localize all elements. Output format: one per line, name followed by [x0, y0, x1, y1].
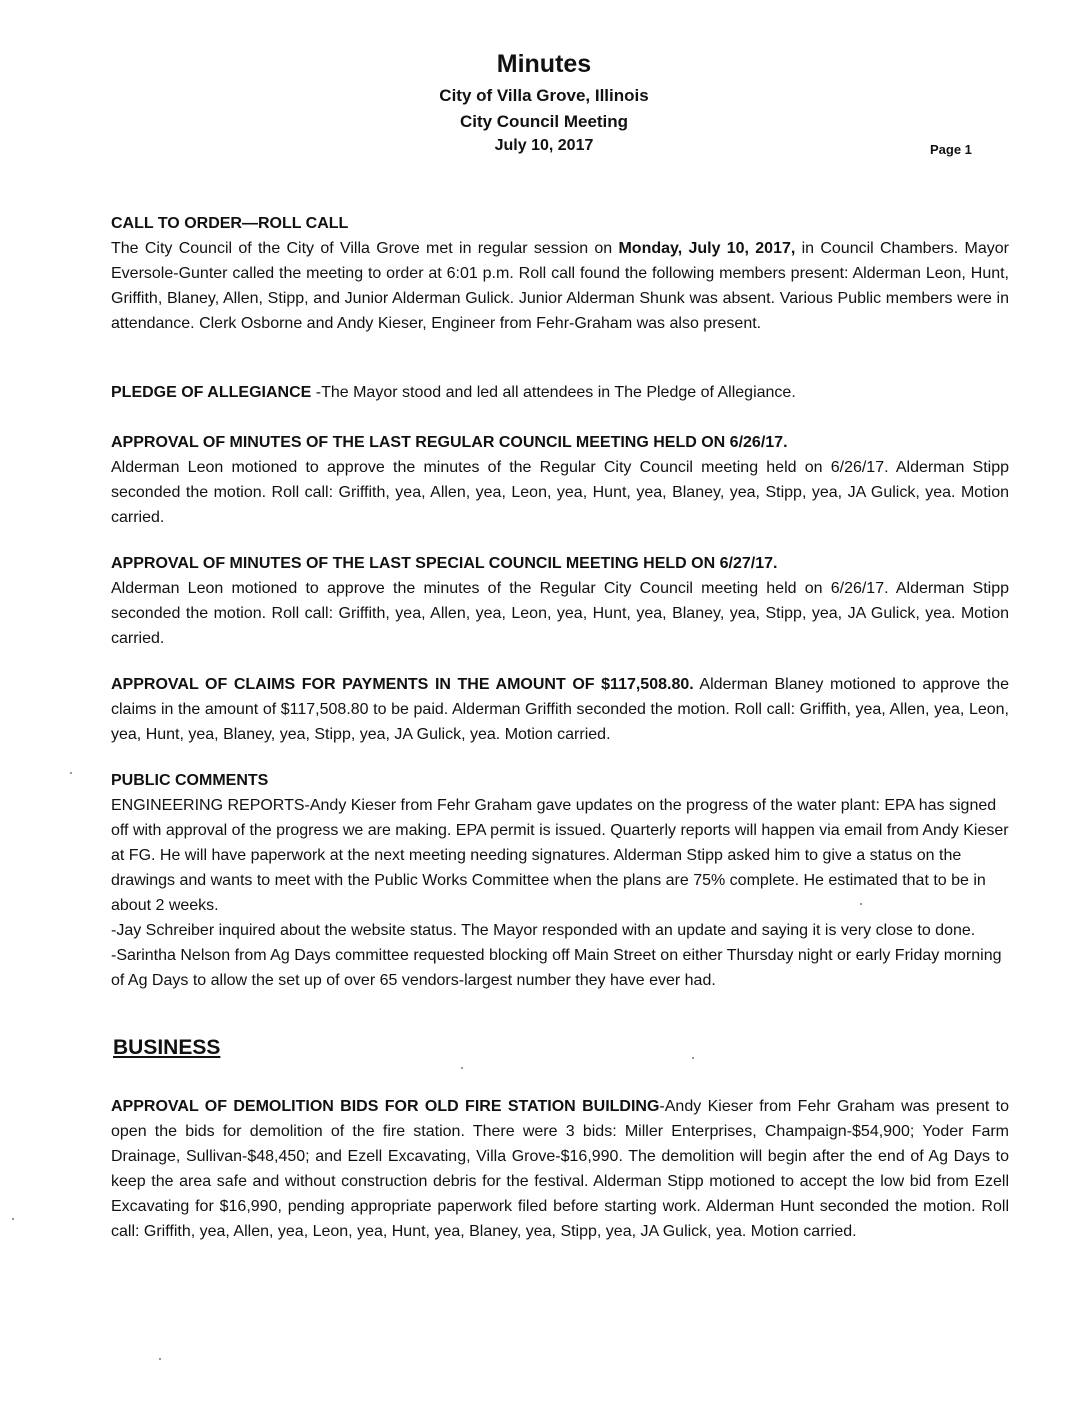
- scan-speck: [692, 1057, 694, 1059]
- section-public-comments: [111, 768, 1009, 993]
- section-heading: PLEDGE OF ALLEGIANCE: [111, 384, 312, 401]
- website-comment: -Jay Schreiber inquired about the website status. The Mayor responded with an update and saying it is very close to done.: [111, 922, 976, 939]
- scan-speck: [159, 1358, 161, 1360]
- demolition-text: -Andy Kieser from Fehr Graham was present to open the bids for demolition of the fire station. There were 3 bids: Miller Enterprises, Champaign-$54,900; Yoder Farm Drainage, Sullivan-$48,450; and Ezell Excavating, Villa Grove-$16,990. The demolition will begin after the end of Ag Days to keep the area safe and without construction debris for the festival. Alderman Stipp motioned to accept the low bid from Ezell Excavating for $16,990, pending appropriate paperwork filed before starting work. Alderman Hunt seconded the motion. Roll call: Griffith, yea, Allen, yea, Leon, yea, Hunt, yea, Blaney, yea, Stipp, yea, JA Gulick, yea. Motion carried.: [111, 1098, 1010, 1240]
- section-demolition: [111, 1094, 1009, 1244]
- ag-days-comment: -Sarintha Nelson from Ag Days committee requested blocking off Main Street on either Thursday night or early Friday morning of Ag Days to allow the set up of over 65 vendors-largest number they have ever had.: [111, 947, 1002, 989]
- meeting-date-inline: Monday, July 10, 2017,: [618, 240, 796, 257]
- section-heading: APPROVAL OF MINUTES OF THE LAST SPECIAL COUNCIL MEETING HELD ON 6/27/17.: [111, 555, 778, 572]
- section-heading: APPROVAL OF DEMOLITION BIDS FOR OLD FIRE STATION BUILDING: [111, 1098, 660, 1115]
- section-minutes-special: [111, 551, 1009, 651]
- section-pledge: [111, 380, 1009, 405]
- document-title: Minutes: [496, 50, 592, 78]
- section-body: [111, 236, 1009, 336]
- meeting-date: July 10, 2017: [494, 137, 594, 154]
- business-heading: BUSINESS: [113, 1036, 221, 1059]
- section-body: [111, 1094, 1009, 1244]
- section-claims: [111, 672, 1009, 747]
- section-call-to-order: [111, 211, 1009, 336]
- section-heading: APPROVAL OF CLAIMS FOR PAYMENTS IN THE AMOUNT OF $117,508.80.: [111, 676, 694, 693]
- scan-speck: [12, 1218, 14, 1220]
- section-heading: APPROVAL OF MINUTES OF THE LAST REGULAR COUNCIL MEETING HELD ON 6/26/17.: [111, 434, 788, 451]
- pledge-text: -The Mayor stood and led all attendees in The Pledge of Allegiance.: [311, 384, 796, 401]
- section-minutes-regular: [111, 430, 1009, 530]
- scan-speck: [461, 1067, 463, 1069]
- scan-speck: [70, 772, 72, 774]
- body-text-start: The City Council of the City of Villa Grove met in regular session on: [111, 240, 619, 257]
- section-body: Alderman Leon motioned to approve the minutes of the Regular City Council meeting held on 6/26/17. Alderman Stipp seconded the motion. Roll call: Griffith, yea, Allen, yea, Leon, yea, Hunt, yea, Blaney, yea, Stipp, yea, JA Gulick, yea. Motion carried.: [111, 580, 1009, 647]
- section-heading: PUBLIC COMMENTS: [111, 772, 269, 789]
- engineering-report: ENGINEERING REPORTS-Andy Kieser from Fehr Graham gave updates on the progress of the water plant: EPA has signed off with approval of the progress we are making. EPA permit is issued. Quarterly reports will happen via email from Andy Kieser at FG. He will have paperwork at the next meeting needing signatures. Alderman Stipp asked him to give a status on the drawings and wants to meet with the Public Works Committee when the plans are 75% complete. He estimated that to be in about 2 weeks.: [111, 797, 1009, 914]
- claims-text: Alderman Blaney motioned to approve the claims in the amount of $117,508.80 to be paid. Alderman Griffith seconded the motion. Roll call: Griffith, yea, Allen, yea, Leon, yea, Hunt, yea, Blaney, yea, Stipp, yea, JA Gulick, yea. Motion carried.: [111, 676, 1009, 743]
- meeting-type: City Council Meeting: [459, 112, 629, 131]
- city-name: City of Villa Grove, Illinois: [439, 86, 649, 105]
- section-body: [111, 672, 1009, 747]
- section-body: [111, 380, 1009, 405]
- section-body: Alderman Leon motioned to approve the minutes of the Regular City Council meeting held on 6/26/17. Alderman Stipp seconded the motion. Roll call: Griffith, yea, Allen, yea, Leon, yea, Hunt, yea, Blaney, yea, Stipp, yea, JA Gulick, yea. Motion carried.: [111, 459, 1009, 526]
- body-text-rest: in Council Chambers. Mayor Eversole-Gunter called the meeting to order at 6:01 p.m. Roll call found the following members present: Alderman Leon, Hunt, Griffith, Blaney, Allen, Stipp, and Junior Alderman Gulick. Junior Alderman Shunk was absent. Various Public members were in attendance. Clerk Osborne and Andy Kieser, Engineer from Fehr-Graham was also present.: [111, 240, 1009, 332]
- section-heading: CALL TO ORDER—ROLL CALL: [111, 215, 349, 232]
- page-number: Page 1: [930, 142, 972, 157]
- scan-speck: [860, 903, 862, 905]
